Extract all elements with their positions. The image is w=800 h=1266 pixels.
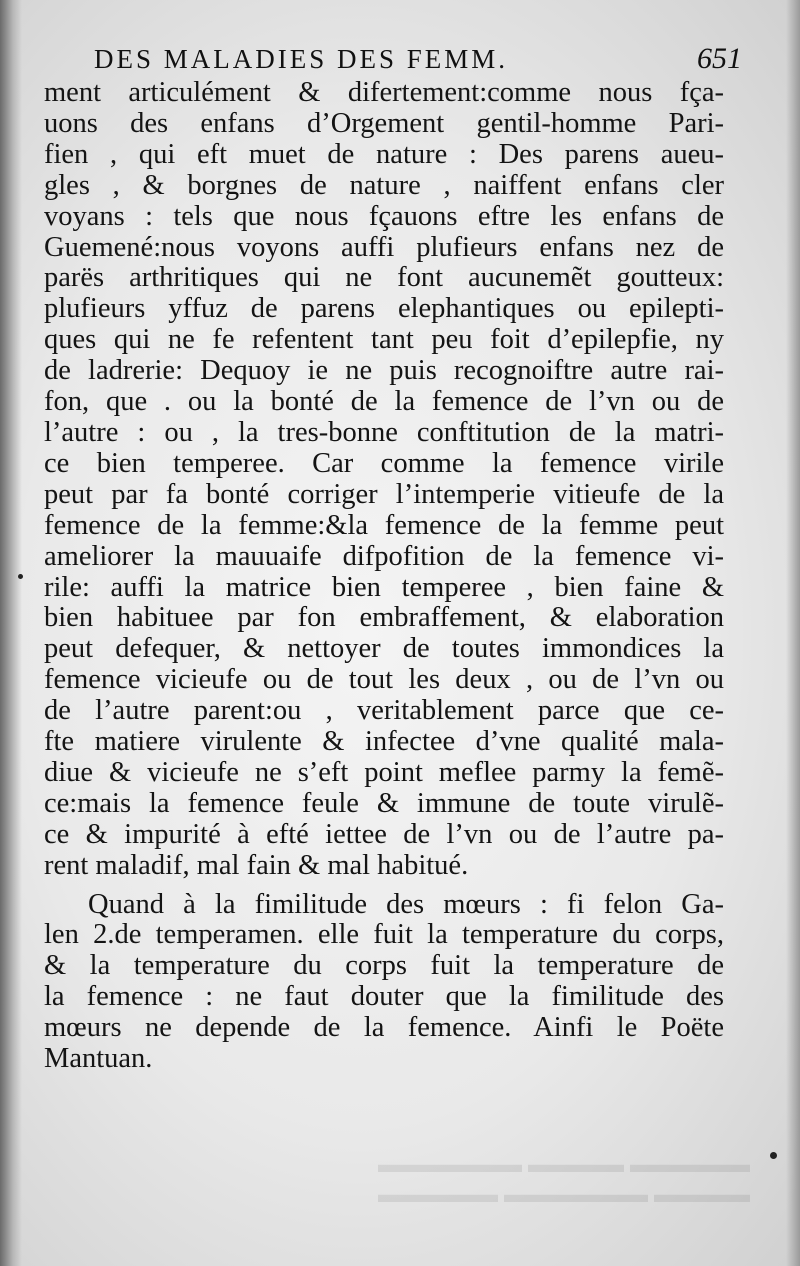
text-line: peut par fa bonté corriger l’intemperie vitieufe de la [44, 478, 724, 510]
text-line: plufieurs yffuz de parens elephantiques ou epilepti- [44, 293, 724, 325]
text-line: de l’autre parent:ou , veritablement parce que ce- [44, 695, 724, 727]
page-gutter-shadow [0, 0, 22, 1266]
text-line: l’autre : ou , la tres-bonne conftitution de la matri- [44, 416, 724, 448]
body-text [44, 78, 724, 1075]
text-line: voyans : tels que nous fçauons eftre les enfans de [44, 200, 724, 232]
text-line: fien , qui eft muet de nature : Des parens aueu- [44, 138, 724, 170]
text-line: ameliorer la mauuaife difpofition de la femence vi- [44, 540, 724, 572]
text-line: mœurs ne depende de la femence. Ainfi le Poëte [44, 1012, 724, 1044]
text-line: rent maladif, mal fain & mal habitué. [44, 849, 469, 881]
text-line: femence vicieufe ou de tout les deux , ou de l’vn ou [44, 664, 724, 696]
text-line: Guemené:nous voyons auffi plufieurs enfans nez de [44, 231, 724, 263]
text-line: parës arthritiques qui ne font aucunemẽt goutteux: [44, 262, 724, 294]
text-line: ques qui ne fe refentent tant peu foit d’epilepfie, ny [44, 324, 724, 356]
text-line: de ladrerie: Dequoy ie ne puis recognoiftre autre rai- [44, 355, 724, 387]
text-line: la femence : ne faut douter que la fimilitude des [44, 981, 724, 1013]
paragraph-1 [44, 78, 724, 882]
text-line: diue & vicieufe ne s’eft point meflee parmy la femẽ- [44, 756, 724, 788]
text-line: ce:mais la femence feule & immune de toute virulẽ- [44, 787, 724, 819]
paragraph-2 [44, 890, 724, 1075]
text-line: femence de la femme:&la femence de la femme peut [44, 509, 724, 541]
page-edge-shadow [786, 0, 800, 1266]
text-line: rile: auffi la matrice bien temperee , bien faine & [44, 571, 724, 603]
text-line: ce bien temperee. Car comme la femence virile [44, 447, 724, 479]
text-line: ment articulément & difertement:comme nous fça- [44, 77, 724, 108]
text-line: gles , & borgnes de nature , naiffent enfans cler [44, 169, 724, 201]
text-line: len 2.de temperamen. elle fuit la temperature du corps, [44, 919, 724, 951]
text-line: & la temperature du corps fuit la temperature de [44, 950, 724, 982]
text-line: fon, que . ou la bonté de la femence de l’vn ou de [44, 386, 724, 418]
text-line: peut defequer, & nettoyer de toutes immondices la [44, 633, 724, 665]
text-line: bien habituee par fon embraffement, & elaboration [44, 602, 724, 634]
page-number: 651 [697, 42, 742, 75]
text-line: Mantuan. [44, 1043, 153, 1075]
ink-speck [18, 574, 23, 579]
text-line: Quand à la fimilitude des mœurs : fi felon Ga- [88, 888, 724, 920]
text-line: fte matiere virulente & infectee d’vne qualité mala- [44, 726, 724, 758]
text-line: uons des enfans d’Orgement gentil-homme Pari- [44, 107, 724, 139]
text-line: ce & impurité à efté iettee de l’vn ou de l’autre pa- [44, 818, 724, 850]
show-through-text: ▬▬▬▬▬ ▬▬▬▬ ▬▬▬▬▬▬ ▬▬▬▬ ▬▬▬▬▬▬ ▬▬▬▬▬ [378, 1152, 750, 1208]
ink-speck [770, 1152, 777, 1159]
running-head: DES MALADIES DES FEMM. [94, 44, 509, 74]
